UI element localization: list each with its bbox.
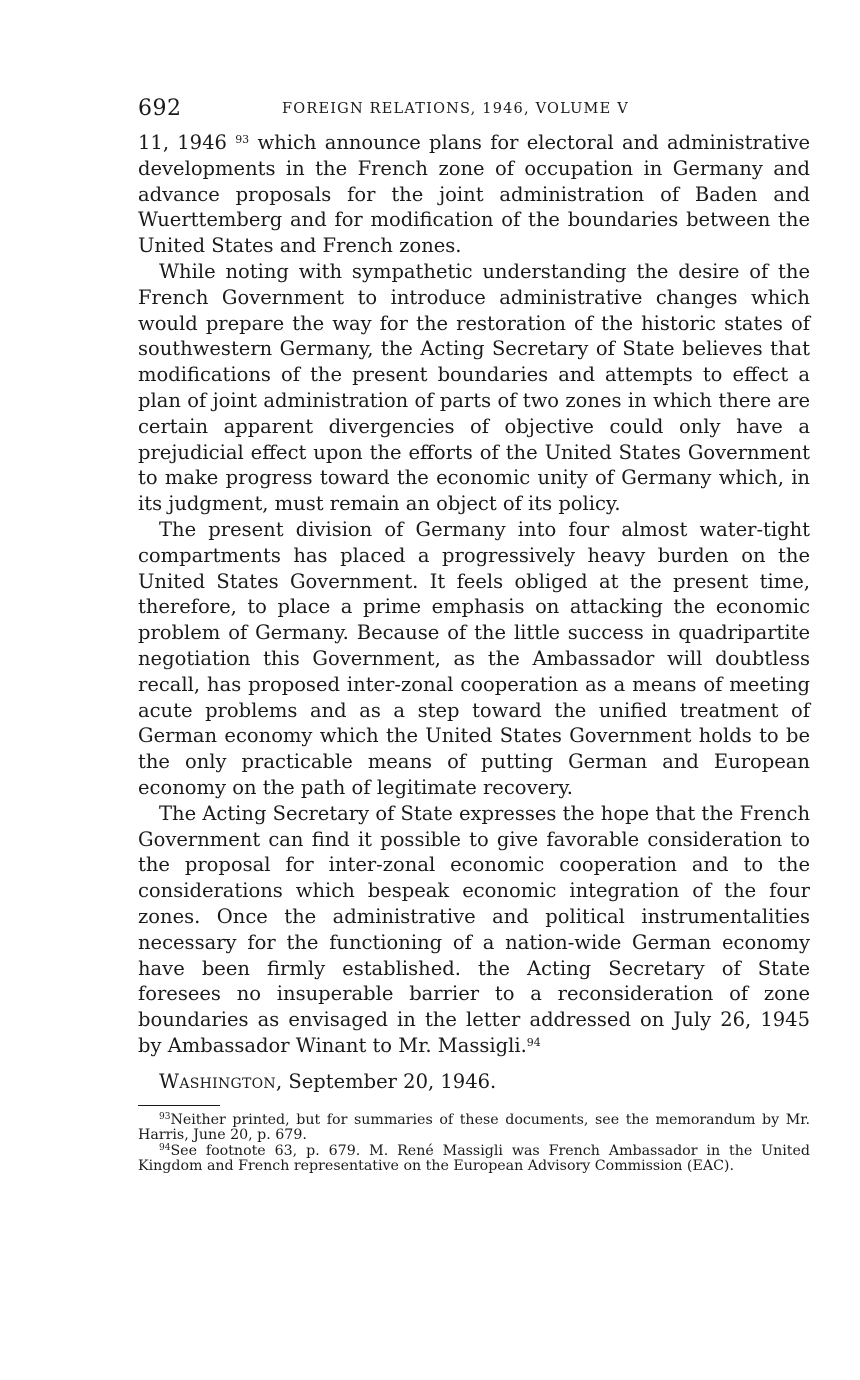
footnotes [138,1113,810,1175]
dateline-date: , September 20, 1946. [275,1069,497,1093]
document-page [138,96,810,1175]
footnote-text: See footnote 63, p. 679. M. René Massigli was French Ambassador in the United Kingdom and French representative on the European Advisory Commission (EAC). [138,1142,810,1175]
footnote-ref-94: 94 [526,1035,541,1049]
paragraph-2: While noting with sympathetic understanding the desire of the French Government to introduce administrative changes which would prepare the way for the restoration of the historic states of southwestern Germany, the Acting Secretary of State believes that modifications of the present boundaries and attempts to effect a plan of joint administration of parts of two zones in which there are certain apparent divergencies of objective could only have a prejudicial effect upon the efforts of the United States Government to make progress toward the economic unity of Germany which, in its judgment, must remain an object of its policy. [138,259,810,516]
paragraph-3: The present division of Germany into four almost water-tight compartments has placed a progressively heavy burden on the United States Government. It feels obliged at the present time, therefore, to place a prime emphasis on attacking the economic problem of Germany. Because of the little success in quadripartite negotiation this Government, as the Ambassador will doubtless recall, has proposed inter-zonal cooperation as a means of meeting acute problems and as a step toward the unified treatment of German economy which the United States Government holds to be the only practicable means of putting German and European economy on the path of legitimate recovery. [138,517,810,799]
footnote-text: Neither printed, but for summaries of these documents, see the memorandum by Mr. Harris, June 20, p. 679. [138,1111,810,1144]
paragraph-1-start: 11, 1946 [138,131,227,154]
dateline [138,1069,810,1095]
paragraph-1 [138,130,810,259]
footnote-ref-93: 93 [235,133,250,146]
body-text [138,130,810,1059]
footnote-marker: 93 [159,1111,171,1122]
running-title: FOREIGN RELATIONS, 1946, VOLUME V [282,101,629,117]
footnote-93 [138,1113,810,1144]
paragraph-4-text: The Acting Secretary of State expresses the hope that the French Government can find it possible to give favorable consideration to the proposal for inter-zonal economic cooperation and to the considerations which bespeak economic integration of the four zones. Once the administrative and political instrumentalities necessary for the functioning of a nation-wide German economy have been firmly established. the Acting Secretary of State foresees no insuperable barrier to a reconsideration of zone boundaries as envisaged in the letter addressed on July 26, 1945 by Ambassador Winant to Mr. Massigli. [138,801,810,1057]
paragraph-4 [138,801,810,1059]
footnote-rule [138,1105,220,1106]
footnote-94 [138,1144,810,1175]
paragraph-1-text: which announce plans for electoral and administrative developments in the French zone of occupation in Germany and advance proposals for the joint administration of Baden and Wuerttemberg and for modification of the boundaries between the United States and French zones. [138,131,810,258]
footnote-marker: 94 [159,1142,171,1153]
page-number: 692 [138,96,182,121]
page-header [138,96,810,130]
dateline-place: Washington [159,1069,276,1093]
